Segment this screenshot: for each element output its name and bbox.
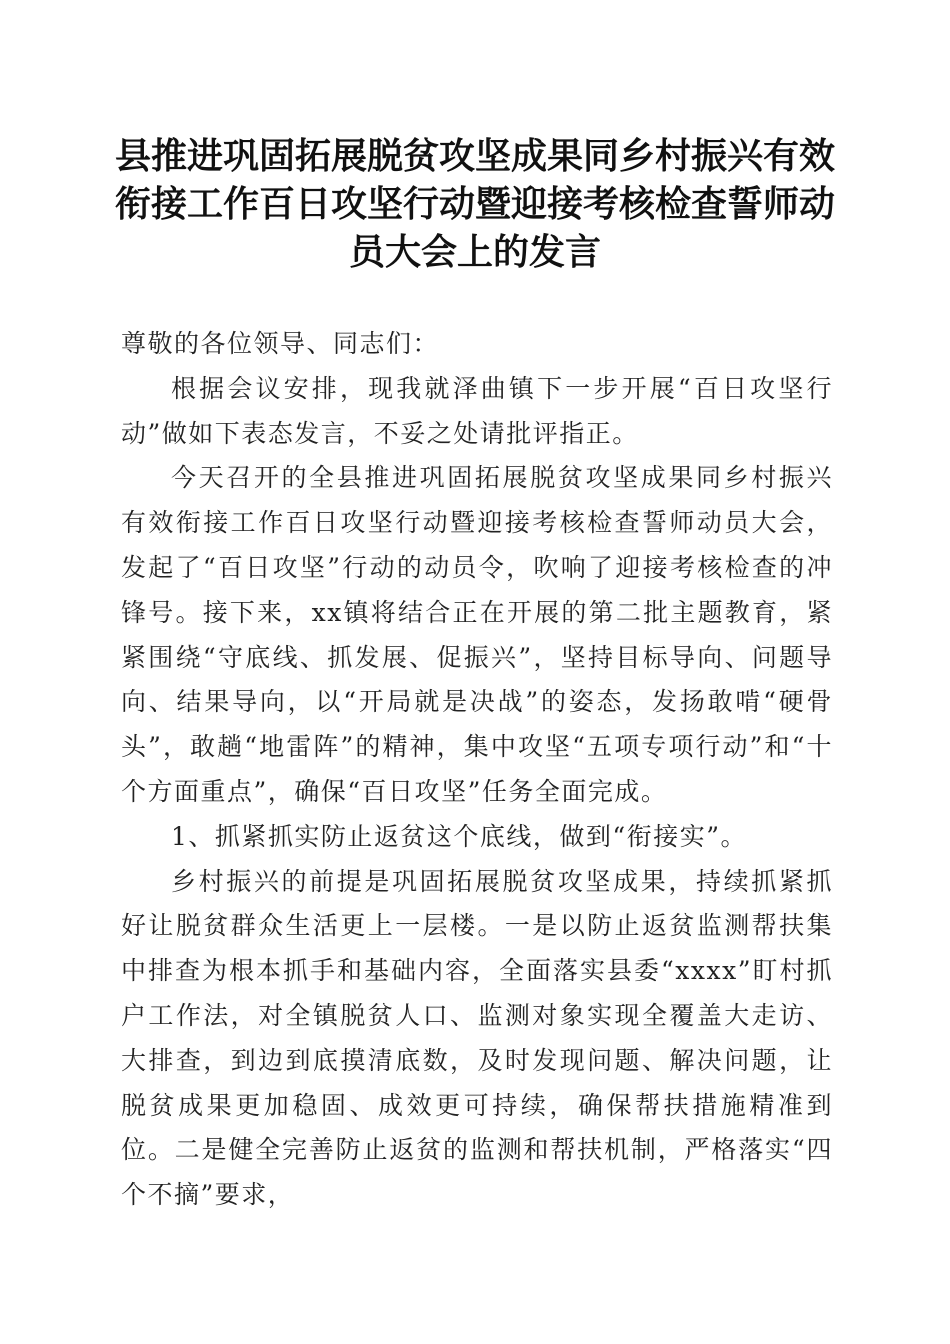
paragraph-section-1: 乡村振兴的前提是巩固拓展脱贫攻坚成果，持续抓紧抓好让脱贫群众生活更上一层楼。一是以防止返贫监测帮扶集中排查为根本抓手和基础内容，全面落实县委“xxxx”盯村抓户工作法，对全镇脱贫人口、监测对象实现全覆盖大走访、大排查，到边到底摸清底数，及时发现问题、解决问题，让脱贫成果更加稳固、成效更可持续，确保帮扶措施精准到位。二是健全完善防止返贫的监测和帮扶机制，严格落实“四个不摘”要求， [121,866,833,1210]
paragraph-intro: 根据会议安排，现我就泽曲镇下一步开展“百日攻坚行动”做如下表态发言，不妥之处请批评指正。 [121,373,833,448]
document-body [121,322,833,1218]
salutation: 尊敬的各位领导、同志们： [121,329,440,358]
document-title: 县推进巩固拓展脱贫攻坚成果同乡村振兴有效衔接工作百日攻坚行动暨迎接考核检查誓师动员大会上的发言 [114,135,835,273]
paragraph-mobilization: 今天召开的全县推进巩固拓展脱贫攻坚成果同乡村振兴有效衔接工作百日攻坚行动暨迎接考核检查誓师动员大会，发起了“百日攻坚”行动的动员令，吹响了迎接考核检查的冲锋号。接下来，xx镇将结合正在开展的第二批主题教育，紧紧围绕“守底线、抓发展、促振兴”，坚持目标导向、问题导向、结果导向，以“开局就是决战”的姿态，发扬敢啃“硬骨头”，敢趟“地雷阵”的精神，集中攻坚“五项专项行动”和“十个方面重点”，确保“百日攻坚”任务全面完成。 [121,463,833,806]
section-heading-1: 1、抓紧抓实防止返贫这个底线，做到“衔接实”。 [171,821,747,851]
